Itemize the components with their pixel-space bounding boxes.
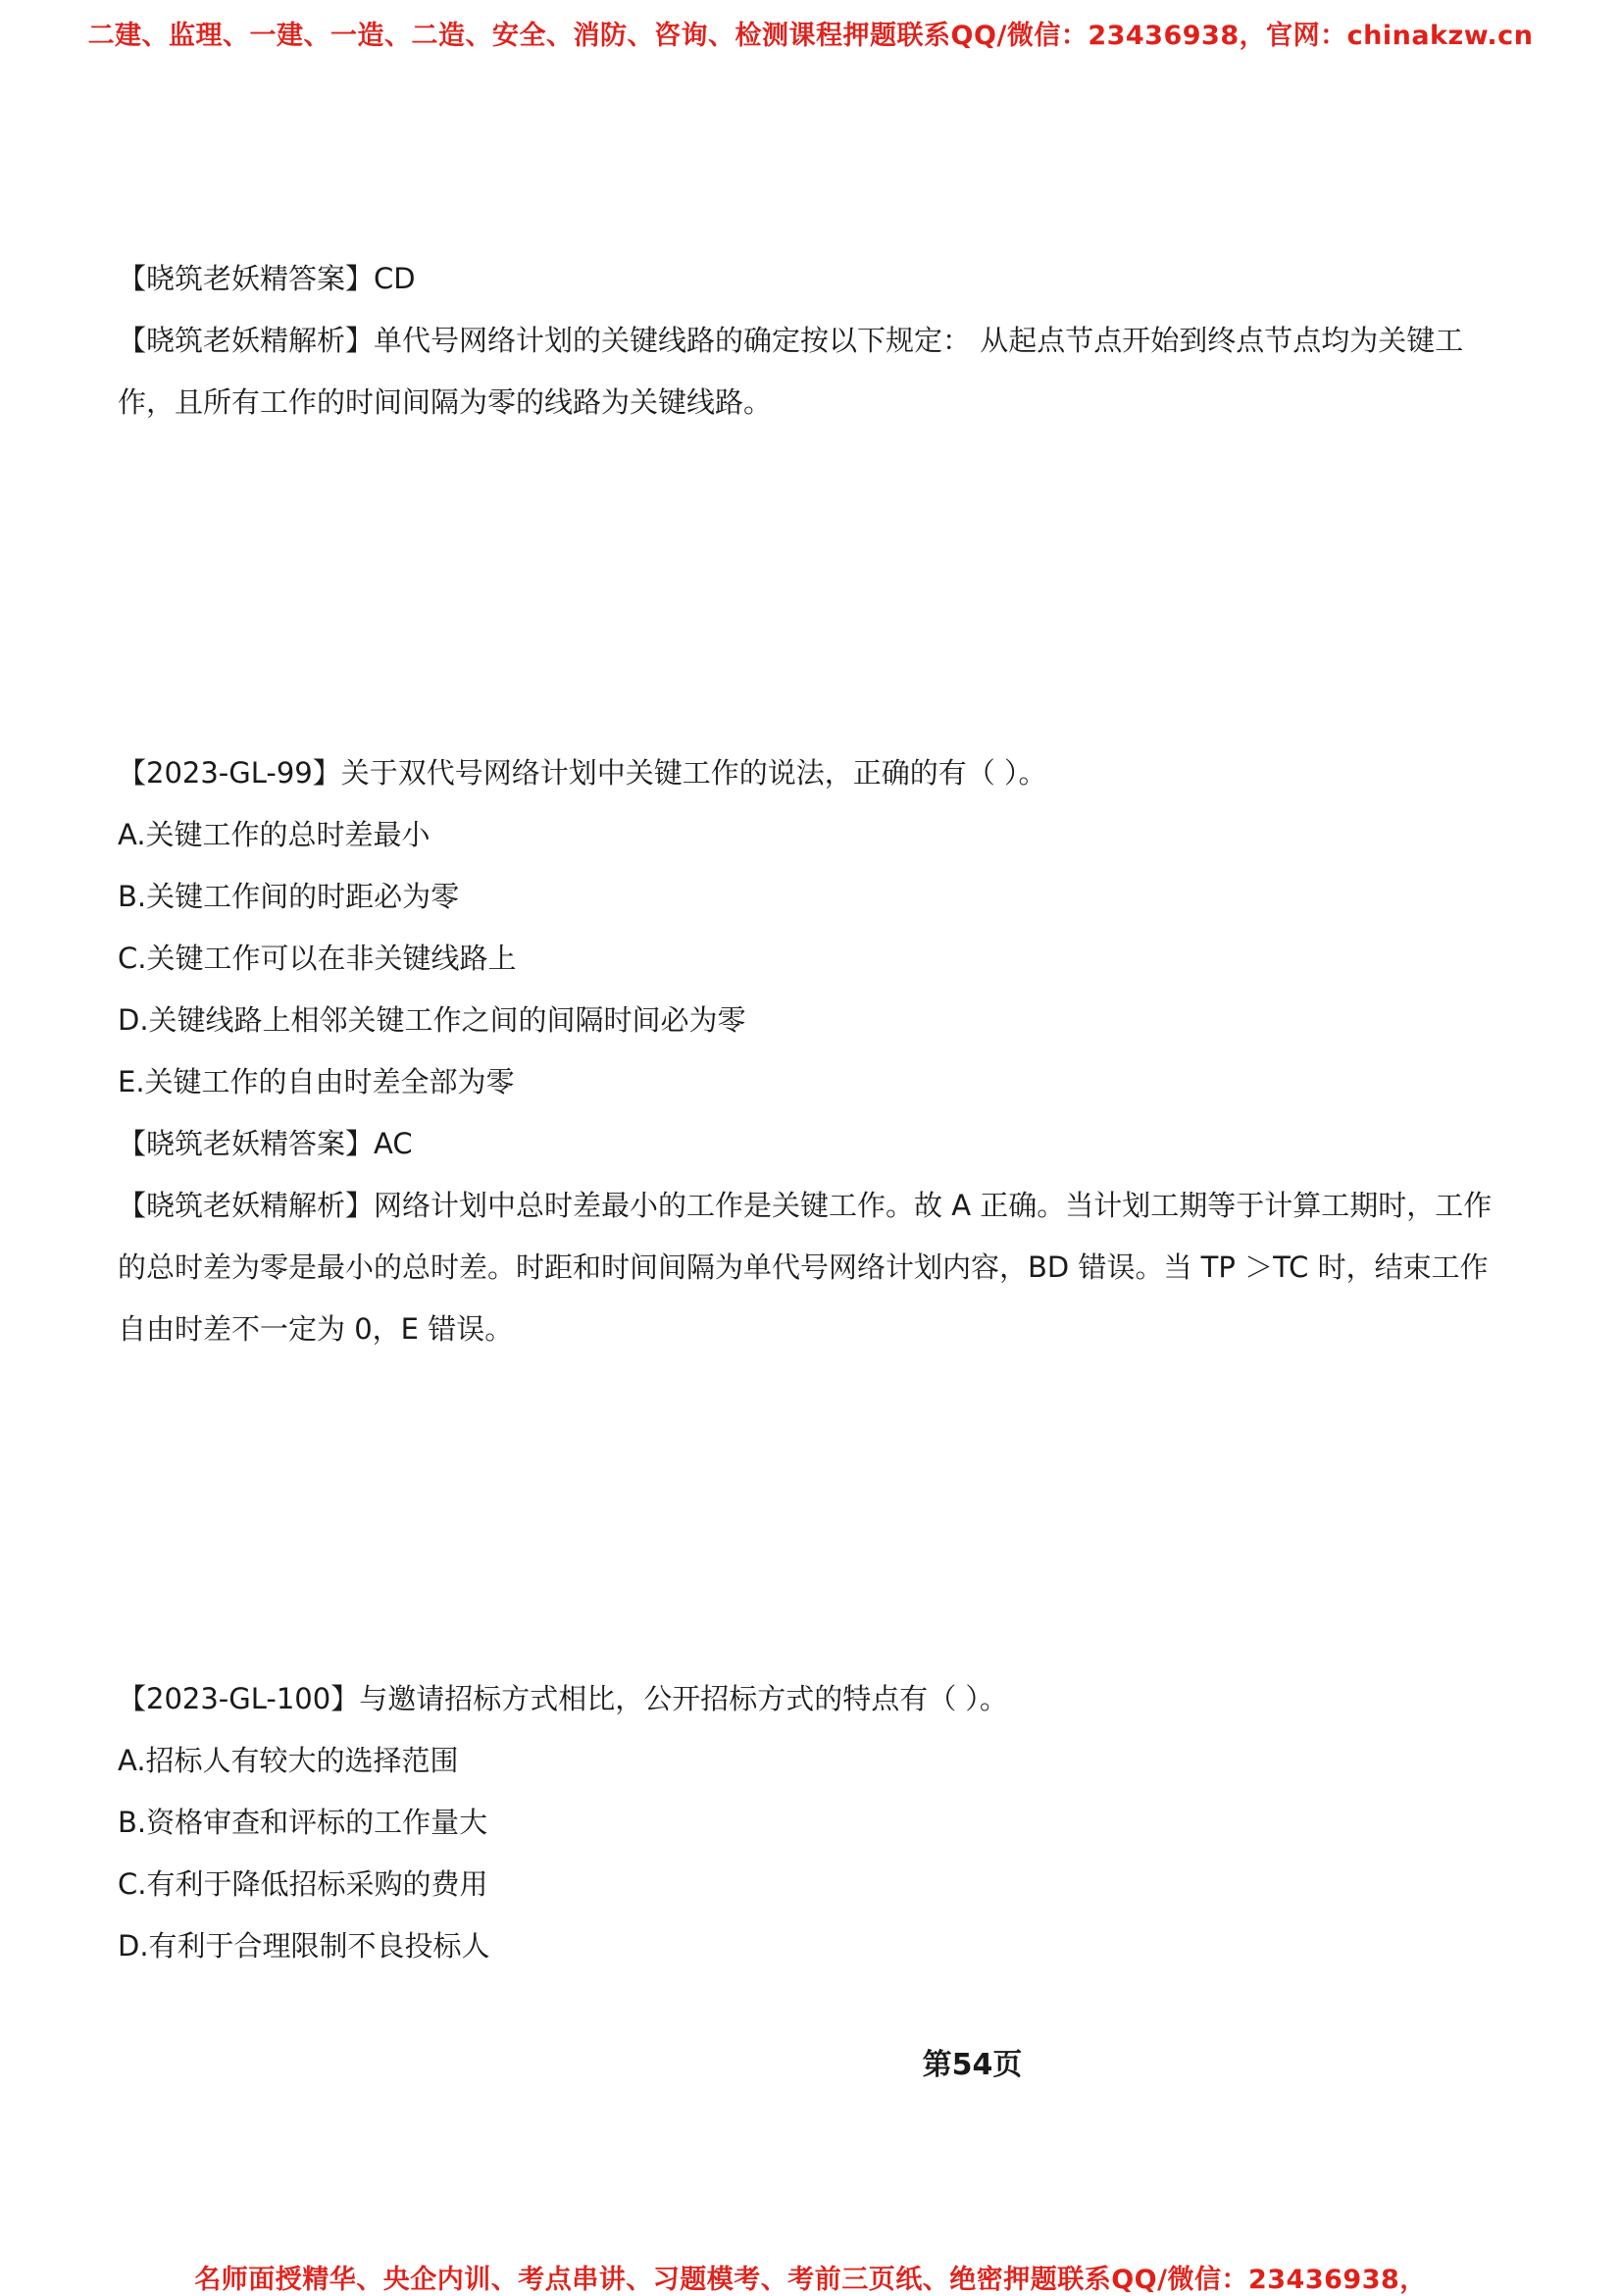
question-100-stem: 【2023-GL-100】与邀请招标方式相比，公开招标方式的特点有（ ）。	[118, 1682, 1008, 1715]
option-b: B.资格审查和评标的工作量大	[118, 1806, 488, 1839]
option-a: A.招标人有较大的选择范围	[118, 1744, 459, 1777]
option-b: B.关键工作间的时距必为零	[118, 880, 460, 913]
analysis-line-1: 【晓筑老妖精解析】单代号网络计划的关键线路的确定按以下规定： 从起点节点开始到终点节点均为关键工	[118, 324, 1464, 357]
option-d: D.有利于合理限制不良投标人	[118, 1929, 490, 1963]
analysis-99-line-1: 【晓筑老妖精解析】网络计划中总时差最小的工作是关键工作。故 A 正确。当计划工期等于计算工期时，工作	[118, 1189, 1493, 1222]
analysis-line-2: 作，且所有工作的时间间隔为零的线路为关键线路。	[118, 385, 773, 419]
page-number: 第54页	[922, 2048, 1023, 2082]
header-banner: 二建、监理、一建、一造、二造、安全、消防、咨询、检测课程押题联系QQ/微信：23436938，官网：chinakzw.cn	[87, 21, 1534, 51]
option-e: E.关键工作的自由时差全部为零	[118, 1065, 515, 1098]
answer-cd: 【晓筑老妖精答案】CD	[118, 262, 416, 295]
question-99-stem: 【2023-GL-99】关于双代号网络计划中关键工作的说法，正确的有（ ）。	[118, 756, 1047, 790]
analysis-99-line-3: 自由时差不一定为 0，E 错误。	[118, 1312, 514, 1346]
option-c: C.关键工作可以在非关键线路上	[118, 942, 517, 975]
footer-banner: 名师面授精华、央企内训、考点串讲、习题模考、考前三页纸、绝密押题联系QQ/微信：23436938，	[194, 2265, 1427, 2295]
option-d: D.关键线路上相邻关键工作之间的间隔时间必为零	[118, 1003, 746, 1037]
option-a: A.关键工作的总时差最小	[118, 818, 431, 851]
option-c: C.有利于降低招标采购的费用	[118, 1867, 488, 1901]
answer-ac: 【晓筑老妖精答案】AC	[118, 1127, 413, 1160]
analysis-99-line-2: 的总时差为零是最小的总时差。时距和时间间隔为单代号网络计划内容，BD 错误。当 TP ＞TC 时，结束工作	[118, 1250, 1489, 1284]
